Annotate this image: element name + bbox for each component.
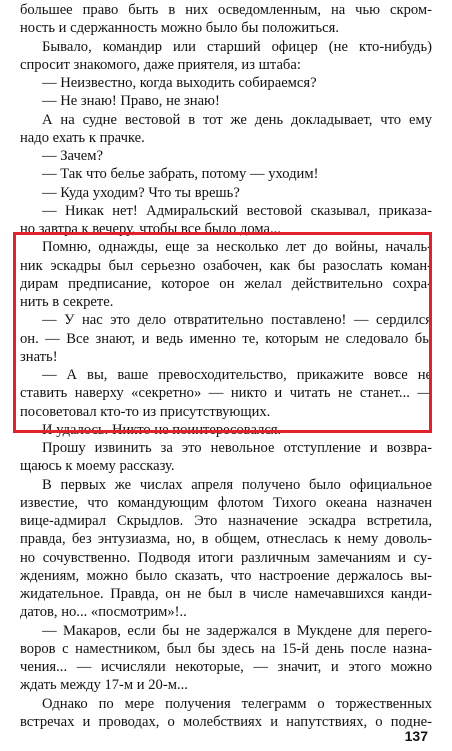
text-line: ность и сдержанность можно было бы положиться. [20,20,340,37]
text-line: И удалось. Никто не поинтересовался. [42,421,282,438]
text-line: ставить наверху «секретно» — никто и читать не станет... — [20,385,432,402]
text-line: надо ехать к прачке. [20,129,145,146]
text-line: вице-адмирал Скрыдлов. Это назначение эскадра встретила, [20,513,432,529]
text-line: щаюсь к моему рассказу. [20,458,175,475]
text-line: ждать между 17-м и 20-м... [20,677,188,694]
text-line: чения... — исчисляли некоторые, — значит, и этого можно [20,659,432,675]
text-line: воров с наместником, был бы здесь на 15-й день после назна- [20,640,432,657]
text-line: Бывало, командир или старший офицер (не кто-нибудь) [42,38,432,55]
text-line: — Куда уходим? Что ты врешь? [42,184,240,201]
text-line: посоветовал кто-то из присутствующих. [20,403,271,420]
text-line: встречах и проводах, о молебствиях и напутствиях, о подне- [20,713,432,730]
text-line: нить в секрете. [20,294,114,310]
text-line: — Так что белье забрать, потому — уходим! [42,166,319,183]
text-line: известие, что командующим флотом Тихого океана назначен [20,494,432,511]
page-number: 137 [404,728,428,744]
text-line: знать! [20,348,58,365]
text-line: он. — Все знают, и ведь именно те, которым не следовало бы [20,330,432,347]
text-line: — Не знаю! Право, не знаю! [42,93,220,110]
text-line: Помню, однажды, еще за несколько лет до войны, началь- [42,239,432,256]
text-line: правда, без энтузиазма, но, в общем, отнеслась к нему доволь- [20,531,432,548]
text-line: но завтра к вечеру, чтобы все было дома... [20,221,281,237]
text-line: жидательное. Правда, он не был в числе намечавшихся канди- [20,586,432,602]
text-line: спросит знакомого, даже приятеля, из штаба: [20,56,301,73]
text-line: но сочувственно. Подводя итоги различным замечаниям и су- [20,549,432,566]
text-line: большее право быть в них осведомленным, на чью скром- [20,2,432,18]
text-line: — Никак нет! Адмиральский вестовой сказывал, приказа- [42,202,432,219]
text-line: Однако по мере получения телеграмм о торжественных [42,695,432,712]
text-line: — А вы, ваше превосходительство, прикажите вовсе не [42,367,432,383]
text-line: Прошу извинить за это невольное отступление и возвра- [42,440,432,456]
text-line: ждениям, можно было сказать, что настроение держалось вы- [20,567,432,584]
text-line: А на судне вестовой в тот же день докладывает, что ему [42,111,432,128]
text-line: — Неизвестно, когда выходить собираемся? [42,75,317,91]
text-line: — Зачем? [42,148,103,164]
text-line: В первых же числах апреля получено было официальное [42,476,432,493]
text-line: дирам предписание, которое он желал действительно сохра- [20,275,432,292]
red-highlight-box [13,232,432,433]
text-line: — У нас это дело отвратительно поставлено! — сердился [42,312,432,329]
text-line: датов, но... «посмотрим»!.. [20,604,187,621]
text-line: — Макаров, если бы не задержался в Мукдене для перего- [42,622,432,639]
text-line: ник эскадры был серьезно озабочен, как бы разослать коман- [20,257,432,274]
